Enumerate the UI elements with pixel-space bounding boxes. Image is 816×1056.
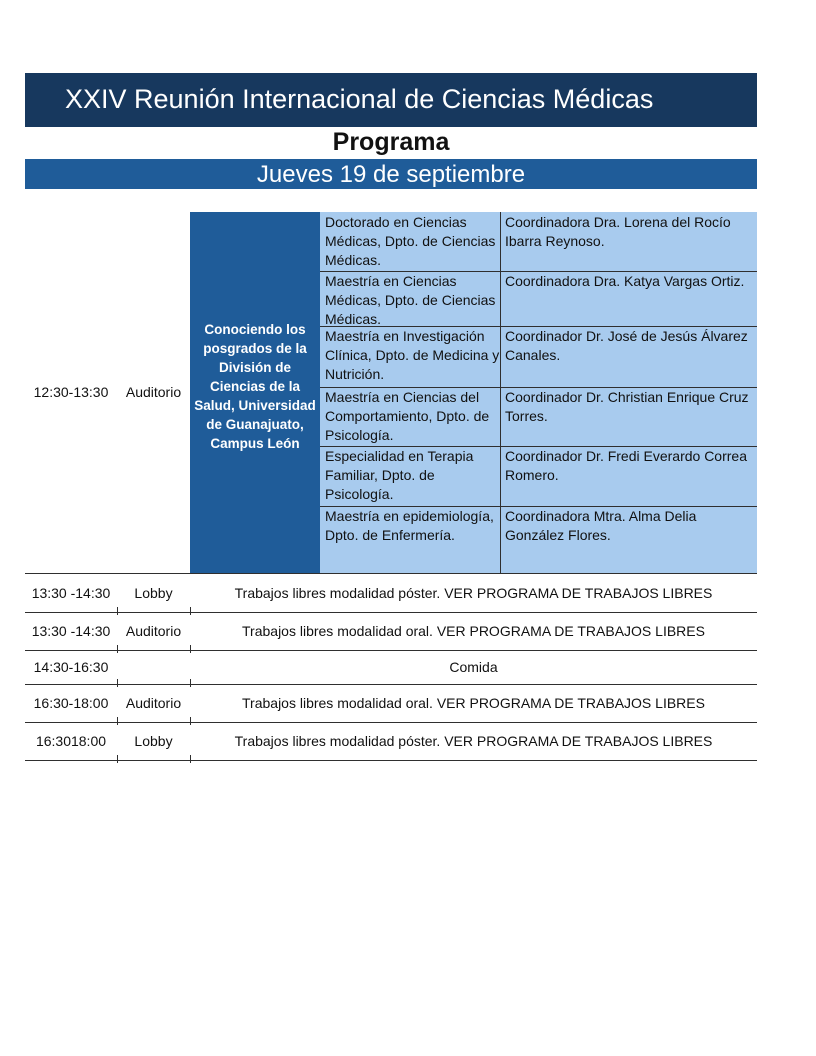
- column-tick: [190, 679, 191, 687]
- schedule-time: 13:30 -14:30: [31, 585, 111, 601]
- schedule-row: [25, 650, 757, 685]
- program-name: Maestría en Investigación Clínica, Dpto. de Medicina y Nutrición.: [325, 328, 500, 382]
- schedule-location: Auditorio: [125, 623, 182, 639]
- program-row: [320, 446, 757, 507]
- program-coordinator: Coordinadora Dra. Katya Vargas Ortiz.: [505, 273, 745, 289]
- main-session-title: Conociendo los posgrados de la División de Ciencias de la Salud, Universidad de Guanajuato, Campus León: [190, 212, 320, 573]
- schedule-location: Auditorio: [125, 695, 182, 711]
- schedule-time: 16:30-18:00: [33, 695, 109, 711]
- program-row: [320, 271, 757, 327]
- program-coordinator: Coordinadora Dra. Lorena del Rocío Ibarra Reynoso.: [505, 214, 731, 249]
- schedule-row: [25, 612, 757, 651]
- program-coordinator: Coordinador Dr. José de Jesús Álvarez Canales.: [505, 328, 748, 363]
- program-row: [320, 506, 757, 573]
- schedule-time: 13:30 -14:30: [31, 623, 111, 639]
- schedule-description: Trabajos libres modalidad oral. VER PROGRAMA DE TRABAJOS LIBRES: [242, 695, 705, 711]
- program-coordinator: Coordinador Dr. Christian Enrique Cruz Torres.: [505, 389, 749, 424]
- column-tick: [190, 755, 191, 763]
- column-tick: [190, 717, 191, 725]
- program-row: [320, 387, 757, 447]
- schedule-description: Comida: [449, 659, 498, 675]
- page-title: XXIV Reunión Internacional de Ciencias Médicas: [25, 73, 757, 127]
- column-tick: [190, 607, 191, 615]
- page-subtitle: Programa: [332, 128, 450, 156]
- program-row: [320, 326, 757, 388]
- schedule-description: Trabajos libres modalidad póster. VER PROGRAMA DE TRABAJOS LIBRES: [234, 585, 713, 601]
- schedule-time: 16:3018:00: [35, 733, 107, 749]
- program-coordinator: Coordinadora Mtra. Alma Delia González Flores.: [505, 508, 697, 543]
- column-divider: [500, 212, 501, 573]
- schedule-row: [25, 684, 757, 723]
- column-tick: [117, 607, 118, 615]
- date-heading: Jueves 19 de septiembre: [25, 159, 757, 189]
- program-name: Especialidad en Terapia Familiar, Dpto. de Psicología.: [325, 448, 474, 502]
- schedule-description: Trabajos libres modalidad oral. VER PROGRAMA DE TRABAJOS LIBRES: [242, 623, 705, 639]
- schedule-location: Lobby: [134, 585, 173, 601]
- column-tick: [117, 755, 118, 763]
- program-name: Doctorado en Ciencias Médicas, Dpto. de Ciencias Médicas.: [325, 214, 496, 268]
- program-coordinator: Coordinador Dr. Fredi Everardo Correa Romero.: [505, 448, 747, 483]
- program-row: [320, 212, 757, 272]
- program-name: Maestría en Ciencias del Comportamiento, Dpto. de Psicología.: [325, 389, 490, 443]
- schedule-row: [25, 722, 757, 761]
- schedule-location: Lobby: [134, 733, 173, 749]
- column-tick: [117, 717, 118, 725]
- main-session-time: 12:30-13:30: [33, 384, 109, 400]
- schedule-description: Trabajos libres modalidad póster. VER PROGRAMA DE TRABAJOS LIBRES: [234, 733, 713, 749]
- schedule-location: [117, 650, 190, 684]
- program-name: Maestría en epidemiología, Dpto. de Enfermería.: [325, 508, 494, 543]
- schedule-row: [25, 574, 757, 613]
- column-tick: [117, 645, 118, 653]
- main-session-location: Auditorio: [125, 384, 182, 400]
- schedule-time: 14:30-16:30: [33, 659, 109, 675]
- program-name: Maestría en Ciencias Médicas, Dpto. de Ciencias Médicas.: [325, 273, 496, 327]
- column-tick: [117, 679, 118, 687]
- column-tick: [190, 645, 191, 653]
